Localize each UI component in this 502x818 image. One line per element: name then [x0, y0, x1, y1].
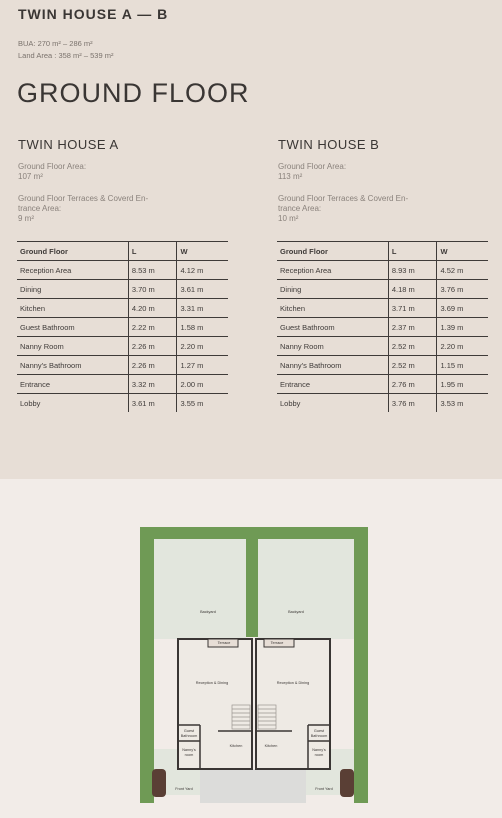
width-cell: 3.31 m — [177, 299, 228, 318]
car-icon — [152, 769, 166, 797]
reception-dining-b-label: Reception & Dining — [276, 681, 310, 685]
width-cell: 1.15 m — [437, 356, 488, 375]
width-cell: 1.39 m — [437, 318, 488, 337]
room-name-cell: Reception Area — [277, 261, 388, 280]
width-cell: 4.12 m — [177, 261, 228, 280]
room-name-cell: Nanny's Bathroom — [277, 356, 388, 375]
table-header-row — [277, 242, 488, 261]
land-area-text: Land Area : 358 m² – 539 m² — [18, 51, 114, 60]
driveway — [200, 769, 306, 803]
guest-bathroom-a-label: Guest — [183, 729, 195, 733]
table-row — [17, 337, 228, 356]
front-yard-b-label: Front Yard — [315, 787, 333, 791]
room-name-cell: Entrance — [17, 375, 128, 394]
length-cell: 2.22 m — [128, 318, 177, 337]
house-b-terrace-value: 10 m² — [278, 214, 299, 223]
backyard-b-label: Backyard — [288, 610, 304, 614]
room-name-cell: Entrance — [277, 375, 388, 394]
kitchen-b-label: Kitchen — [264, 744, 278, 748]
bua-text: BUA: 270 m² – 286 m² — [18, 39, 93, 48]
width-cell: 3.55 m — [177, 394, 228, 413]
house-b-room-table — [277, 241, 488, 412]
backyard-a — [154, 539, 246, 639]
width-cell: 1.27 m — [177, 356, 228, 375]
column-header: L — [388, 242, 437, 261]
width-cell: 4.52 m — [437, 261, 488, 280]
room-name-cell: Lobby — [280, 398, 301, 408]
room-name-cell: Kitchen — [17, 299, 128, 318]
width-cell: 3.76 m — [437, 280, 488, 299]
table-row — [17, 280, 228, 299]
hedge-left — [140, 527, 154, 803]
terrace-b-label: Terrace — [270, 641, 284, 645]
room-name-cell: Nanny's Bathroom — [17, 356, 128, 375]
table-row — [277, 261, 488, 280]
table-row — [17, 261, 228, 280]
table-row — [277, 299, 488, 318]
room-name-cell: Dining — [17, 280, 128, 299]
length-cell: 3.32 m — [128, 375, 177, 394]
width-cell: 2.20 m — [437, 337, 488, 356]
nanny-room-b-label: Nanny's — [312, 748, 326, 752]
table-row — [277, 375, 488, 394]
table-row — [277, 318, 488, 337]
length-cell: 8.53 m — [128, 261, 177, 280]
column-header: W — [177, 242, 228, 261]
reception-dining-a-label: Reception & Dining — [195, 681, 229, 685]
house-b-area-value: 113 m² — [278, 172, 303, 181]
hedge-divider — [246, 539, 258, 637]
length-cell: 2.37 m — [388, 318, 437, 337]
house-a-terrace-value: 9 m² — [18, 214, 34, 223]
table-row — [17, 375, 228, 394]
hedge-right — [354, 527, 368, 803]
guest-bathroom-b-label: Guest — [313, 729, 325, 733]
front-yard-a-label: Front Yard — [175, 787, 193, 791]
length-cell: 2.26 m — [128, 337, 177, 356]
room-name-cell: Guest Bathroom — [17, 318, 128, 337]
house-a-area-label: Ground Floor Area: — [18, 162, 87, 171]
column-header: Ground Floor — [17, 242, 128, 261]
nanny-room-a-label: room — [184, 753, 194, 757]
guest-bathroom-a-label: Bathroom — [180, 734, 198, 738]
length-cell: 4.18 m — [388, 280, 437, 299]
table-row — [277, 394, 488, 413]
terrace-a-label: Terrace — [217, 641, 231, 645]
width-cell: 1.58 m — [177, 318, 228, 337]
house-a-area-value: 107 m² — [18, 172, 43, 181]
kitchen-a-label: Kitchen — [229, 744, 243, 748]
width-cell: 3.53 m — [437, 394, 488, 413]
width-cell: 3.69 m — [437, 299, 488, 318]
table-row — [277, 280, 488, 299]
house-a-terrace-label: Ground Floor Terraces & Coverd En- — [18, 194, 149, 203]
length-cell: 2.76 m — [388, 375, 437, 394]
length-cell: 3.61 m — [128, 394, 177, 413]
house-b-terrace-label: Ground Floor Terraces & Coverd En- — [278, 194, 409, 203]
room-name-cell: Kitchen — [277, 299, 388, 318]
room-name-cell: Nanny Room — [277, 337, 388, 356]
house-a-room-table — [17, 241, 228, 412]
nanny-room-a-label: Nanny's — [182, 748, 196, 752]
length-cell: 2.52 m — [388, 337, 437, 356]
width-cell: 1.95 m — [437, 375, 488, 394]
width-cell: 2.00 m — [177, 375, 228, 394]
length-cell: 8.93 m — [388, 261, 437, 280]
room-name-cell: Dining — [277, 280, 388, 299]
document-title: TWIN HOUSE A — B — [18, 6, 169, 22]
table-row — [17, 299, 228, 318]
house-a-title: TWIN HOUSE A — [18, 137, 119, 152]
width-cell: 3.61 m — [177, 280, 228, 299]
table-row — [277, 337, 488, 356]
length-cell: 3.71 m — [388, 299, 437, 318]
column-header: Ground Floor — [277, 242, 388, 261]
room-name-cell: Nanny Room — [17, 337, 128, 356]
room-name-cell: Reception Area — [17, 261, 128, 280]
house-b-terrace-label-cont: trance Area: — [278, 204, 322, 213]
length-cell: 3.76 m — [388, 394, 437, 413]
house-b-area-label: Ground Floor Area: — [278, 162, 347, 171]
floor-title: GROUND FLOOR — [17, 78, 250, 108]
length-cell: 2.52 m — [388, 356, 437, 375]
backyard-a-label: Backyard — [200, 610, 216, 614]
table-row — [17, 394, 228, 413]
ground-floor-plan — [0, 479, 502, 818]
nanny-room-b-label: room — [314, 753, 324, 757]
room-name-cell: Guest Bathroom — [277, 318, 388, 337]
car-icon — [340, 769, 354, 797]
table-header-row — [17, 242, 228, 261]
length-cell: 2.26 m — [128, 356, 177, 375]
room-name-cell: Lobby — [20, 398, 41, 408]
length-cell: 3.70 m — [128, 280, 177, 299]
table-row — [277, 356, 488, 375]
width-cell: 2.20 m — [177, 337, 228, 356]
table-row — [17, 318, 228, 337]
house-b-title: TWIN HOUSE B — [278, 137, 380, 152]
table-row — [17, 356, 228, 375]
house-interiors — [178, 639, 330, 769]
backyard-b — [258, 539, 354, 639]
guest-bathroom-b-label: Bathroom — [310, 734, 328, 738]
column-header: W — [437, 242, 488, 261]
house-a-terrace-label-cont: trance Area: — [18, 204, 62, 213]
length-cell: 4.20 m — [128, 299, 177, 318]
hedge-top — [140, 527, 368, 539]
column-header: L — [128, 242, 177, 261]
